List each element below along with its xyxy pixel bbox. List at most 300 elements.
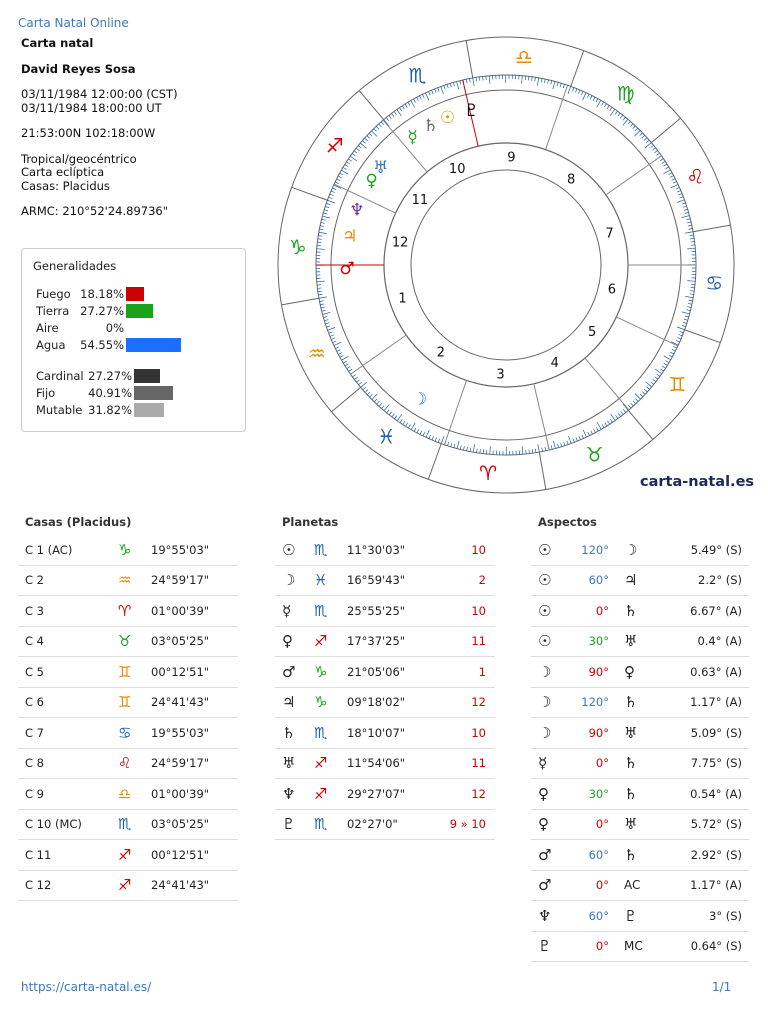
house-name: C 2 <box>25 573 45 588</box>
degree-tick <box>367 392 370 395</box>
house-cusp <box>616 317 678 346</box>
degree-tick <box>332 188 336 190</box>
date-ut: 03/11/1984 18:00:00 UT <box>21 100 162 115</box>
degree-tick <box>677 337 681 339</box>
planet-position: 17°37'25" <box>347 634 406 649</box>
mode-row <box>36 385 173 400</box>
degree-tick <box>317 281 325 282</box>
planet-position: 25°55'25" <box>347 603 406 618</box>
degree-tick <box>673 346 677 348</box>
aspect-row <box>531 688 749 719</box>
degree-tick <box>377 401 380 404</box>
degree-tick <box>464 446 465 450</box>
degree-tick <box>679 334 683 335</box>
degree-tick <box>630 124 633 127</box>
degree-tick <box>319 297 327 298</box>
house-number: 7 <box>605 226 614 242</box>
aspect-angle: 60° <box>588 908 609 923</box>
degree-tick <box>670 352 674 354</box>
mode-bar <box>134 386 173 400</box>
house-row <box>18 749 238 780</box>
planet-icon: ♄ <box>624 754 638 773</box>
degree-tick <box>608 421 610 424</box>
sign-divider <box>466 41 473 78</box>
planet-icon: ♀ <box>282 632 293 651</box>
house-row <box>18 779 238 810</box>
date-local: 03/11/1984 12:00:00 (CST) <box>21 87 178 101</box>
degree-tick <box>672 349 676 351</box>
degree-tick <box>542 448 543 452</box>
planet-icon: ☿ <box>538 754 548 773</box>
aspect-orb: 2.2° (S) <box>698 573 742 588</box>
degree-tick <box>438 439 439 443</box>
degree-tick <box>395 416 397 419</box>
degree-tick <box>635 130 641 136</box>
planet-icon: ☽ <box>282 571 296 590</box>
degree-tick <box>473 78 474 86</box>
venus-icon: ♀ <box>365 171 378 192</box>
element-percent: 27.27% <box>80 303 124 318</box>
degree-tick <box>400 419 402 422</box>
house-row <box>18 627 238 658</box>
degree-tick <box>687 281 695 282</box>
degree-tick <box>635 399 638 402</box>
degree-tick <box>379 124 382 127</box>
planet-row <box>275 566 495 597</box>
degree-tick <box>402 106 404 109</box>
degree-tick <box>325 323 329 324</box>
aspect-angle: 0° <box>595 878 609 893</box>
degree-tick <box>414 428 416 432</box>
degree-tick <box>389 115 391 118</box>
degree-tick <box>575 89 576 93</box>
sign-icon: ♊ <box>118 662 132 681</box>
degree-tick <box>354 151 357 153</box>
leo-icon: ♌ <box>686 164 705 189</box>
degree-tick <box>319 229 323 230</box>
degree-tick <box>548 80 549 84</box>
sign-icon: ♐ <box>314 784 328 803</box>
mode-row <box>36 368 160 383</box>
degree-tick <box>557 82 558 86</box>
degree-tick <box>450 83 451 87</box>
degree-tick <box>682 325 686 326</box>
aspects-table <box>531 535 749 962</box>
site-title[interactable]: Carta Natal Online <box>18 16 129 30</box>
house-row <box>18 596 238 627</box>
wheel-ring <box>384 143 628 387</box>
mode-percent: 31.82% <box>88 402 132 417</box>
degree-tick <box>653 379 656 381</box>
planet-icon: ♄ <box>624 845 638 864</box>
planet-icon: ♇ <box>282 815 296 834</box>
degree-tick <box>460 446 461 450</box>
degree-tick <box>535 77 536 81</box>
degree-tick <box>593 97 595 101</box>
degree-tick <box>616 415 618 418</box>
degree-tick <box>422 94 424 98</box>
chart-info <box>21 37 178 219</box>
armc: ARMC: 210°52'24.89736" <box>21 204 168 218</box>
degree-tick <box>406 423 408 426</box>
degree-tick <box>602 102 604 105</box>
house-name: C 12 <box>25 878 52 893</box>
natal-chart-wheel <box>260 34 755 496</box>
planet-row <box>275 596 495 627</box>
sign-divider <box>428 444 441 480</box>
degree-tick <box>623 117 626 120</box>
degree-tick <box>411 101 415 108</box>
degree-tick <box>321 223 325 224</box>
planet-house: 9 » 10 <box>449 817 486 832</box>
degree-tick <box>417 429 419 433</box>
degree-tick <box>628 405 631 408</box>
planet-icon: ☉ <box>538 632 552 651</box>
degree-tick <box>403 421 405 424</box>
degree-tick <box>579 436 581 440</box>
planet-house: 2 <box>478 573 486 588</box>
degree-tick <box>367 136 370 139</box>
house-row <box>18 535 238 566</box>
planet-row <box>275 779 495 810</box>
page-number: 1/1 <box>712 980 732 994</box>
sign-icon: ♈ <box>118 601 132 620</box>
degree-tick <box>356 380 359 382</box>
degree-tick <box>400 108 402 111</box>
degree-tick <box>370 394 373 397</box>
degree-tick <box>335 347 339 349</box>
degree-tick <box>633 126 636 129</box>
degree-tick <box>676 340 680 342</box>
degree-tick <box>631 403 634 406</box>
generalidades-title: Generalidades <box>33 259 117 273</box>
sign-icon: ♑ <box>118 540 132 559</box>
degree-tick <box>544 79 545 83</box>
planet-icon: ♂ <box>538 876 552 895</box>
footer-link[interactable]: https://carta-natal.es/ <box>21 980 152 994</box>
sign-icon: ♏ <box>314 601 328 620</box>
degree-tick <box>457 441 459 449</box>
sign-icon: ♏ <box>314 815 328 834</box>
degree-tick <box>590 96 592 100</box>
mode-percent: 27.27% <box>88 368 132 383</box>
house-number: 4 <box>550 355 559 371</box>
mode-label: Cardinal <box>36 368 84 383</box>
house-number: 10 <box>448 162 466 178</box>
house-position: 03°05'25" <box>151 817 210 832</box>
sign-divider <box>539 452 546 489</box>
degree-tick <box>545 447 546 451</box>
aspect-orb: 3° (S) <box>709 908 742 923</box>
planet-icon: ☽ <box>538 723 552 742</box>
sign-icon: ♏ <box>314 540 328 559</box>
planet-icon: ♄ <box>624 784 638 803</box>
house-cusp <box>350 335 406 374</box>
degree-tick <box>587 94 589 98</box>
house-position: 19°55'03" <box>151 725 210 740</box>
planet-icon: ♄ <box>624 601 638 620</box>
degree-tick <box>572 88 573 92</box>
element-row <box>36 320 126 335</box>
degree-tick <box>359 382 362 385</box>
degree-tick <box>646 382 652 387</box>
degree-tick <box>642 135 645 138</box>
planet-icon: ☉ <box>538 601 552 620</box>
degree-tick <box>323 213 327 214</box>
aspect-orb: 5.09° (S) <box>690 725 742 740</box>
planet-house: 12 <box>471 786 486 801</box>
house-number: 6 <box>607 282 617 298</box>
aspect-row <box>531 749 749 780</box>
sign-icon: ♑ <box>314 662 328 681</box>
planet-house: 11 <box>471 634 486 649</box>
degree-tick <box>320 304 324 305</box>
zodiac-mode: Tropical/geocéntrico <box>21 151 137 166</box>
degree-tick <box>687 248 695 249</box>
degree-tick <box>522 446 523 454</box>
degree-tick <box>642 392 645 395</box>
degree-tick <box>602 424 604 427</box>
degree-tick <box>647 387 650 390</box>
degree-tick <box>384 405 389 411</box>
degree-tick <box>522 76 523 84</box>
planet-icon: ♄ <box>624 693 638 712</box>
degree-tick <box>596 428 598 431</box>
degree-tick <box>476 77 477 81</box>
house-name: C 1 (AC) <box>25 542 73 557</box>
degree-tick <box>677 191 681 193</box>
degree-tick <box>331 338 335 340</box>
sign-icon: ♑ <box>314 693 328 712</box>
planet-position: 29°27'07" <box>347 786 406 801</box>
sign-icon: ♐ <box>314 632 328 651</box>
degree-tick <box>328 327 336 330</box>
sign-divider <box>693 225 730 232</box>
degree-tick <box>318 236 322 237</box>
pisces-icon: ♓ <box>377 424 396 449</box>
planet-icon: ♅ <box>624 815 638 834</box>
degree-tick <box>453 82 454 86</box>
degree-tick <box>690 235 694 236</box>
degree-tick <box>621 411 623 414</box>
house-number: 8 <box>567 172 576 188</box>
degree-tick <box>618 113 620 116</box>
degree-tick <box>623 119 628 125</box>
aspect-row <box>531 718 749 749</box>
degree-tick <box>420 96 422 100</box>
degree-tick <box>610 419 612 422</box>
planet-position: 11°54'06" <box>347 756 406 771</box>
degree-tick <box>583 93 586 100</box>
mode-label: Mutable <box>36 402 83 417</box>
planet-house: 1 <box>478 664 486 679</box>
aspect-row <box>531 596 749 627</box>
planet-house: 12 <box>471 695 486 710</box>
degree-tick <box>568 436 571 444</box>
degree-tick <box>551 81 552 85</box>
degree-tick <box>460 81 461 85</box>
aspect-row <box>531 932 749 963</box>
degree-tick <box>350 156 357 161</box>
degree-tick <box>329 197 333 198</box>
house-row <box>18 657 238 688</box>
degree-tick <box>425 93 428 100</box>
degree-tick <box>662 366 665 368</box>
element-bar <box>126 338 181 352</box>
degree-tick <box>532 449 533 453</box>
degree-tick <box>664 363 667 365</box>
degree-tick <box>635 128 638 131</box>
planet-row <box>275 657 495 688</box>
degree-tick <box>685 232 693 233</box>
scorpio-icon: ♏ <box>408 63 427 88</box>
jupiter-icon: ♃ <box>342 226 358 247</box>
degree-tick <box>394 111 396 114</box>
degree-tick <box>541 78 542 82</box>
degree-tick <box>428 92 430 96</box>
degree-tick <box>677 327 685 330</box>
degree-tick <box>611 414 616 421</box>
degree-tick <box>376 126 379 129</box>
degree-tick <box>677 200 685 203</box>
degree-tick <box>610 107 612 110</box>
degree-tick <box>479 77 480 81</box>
sign-divider <box>651 118 680 142</box>
degree-tick <box>420 431 422 435</box>
degree-tick <box>435 438 436 442</box>
degree-tick <box>387 410 390 413</box>
degree-tick <box>448 442 449 446</box>
degree-tick <box>321 307 325 308</box>
saturn-icon: ♄ <box>423 115 439 136</box>
house-number: 9 <box>507 150 516 166</box>
aspect-orb: 5.72° (S) <box>690 817 742 832</box>
degree-tick <box>432 436 434 440</box>
house-row <box>18 871 238 902</box>
degree-tick <box>597 100 601 107</box>
mode-bar <box>134 403 164 417</box>
house-position: 00°12'51" <box>151 664 210 679</box>
degree-tick <box>432 90 434 94</box>
cancer-icon: ♋ <box>705 270 724 295</box>
degree-tick <box>348 159 351 161</box>
degree-tick <box>318 291 322 292</box>
degree-tick <box>651 382 654 385</box>
degree-tick <box>349 369 352 371</box>
wheel-ring <box>411 170 601 360</box>
degree-tick <box>337 350 341 352</box>
house-number: 2 <box>436 345 445 361</box>
degree-tick <box>340 173 344 175</box>
element-label: Aire <box>36 320 59 335</box>
planet-position: 11°30'03" <box>347 542 406 557</box>
degree-tick <box>371 131 377 137</box>
degree-tick <box>687 310 691 311</box>
degree-tick <box>563 84 564 88</box>
house-row <box>18 688 238 719</box>
planet-icon: ♆ <box>538 906 552 925</box>
house-name: C 8 <box>25 756 45 771</box>
aspect-orb: 0.54° (A) <box>690 786 742 801</box>
degree-tick <box>576 437 578 441</box>
planet-icon: ♅ <box>624 723 638 742</box>
degree-tick <box>607 106 609 109</box>
degree-tick <box>319 232 327 233</box>
degree-tick <box>381 122 384 125</box>
generalidades-box <box>21 248 246 432</box>
planet-row <box>275 718 495 749</box>
degree-tick <box>329 332 333 333</box>
degree-tick <box>318 239 322 240</box>
degree-tick <box>573 439 574 443</box>
element-percent: 54.55% <box>80 337 124 352</box>
degree-tick <box>372 394 378 400</box>
sign-icon: ♒ <box>118 571 132 590</box>
degree-tick <box>466 79 467 83</box>
element-label: Tierra <box>36 303 70 318</box>
aries-icon: ♈ <box>479 461 498 486</box>
planet-icon: AC <box>624 878 641 893</box>
house-row <box>18 718 238 749</box>
degree-tick <box>473 444 474 452</box>
degree-tick <box>567 441 568 445</box>
element-label: Fuego <box>36 286 71 301</box>
planet-icon: ☽ <box>624 540 638 559</box>
aspect-orb: 1.17° (A) <box>690 695 742 710</box>
degree-tick <box>676 187 680 189</box>
aspect-row <box>531 627 749 658</box>
degree-tick <box>655 377 658 379</box>
degree-tick <box>532 77 533 81</box>
neptune-icon: ♆ <box>349 200 365 221</box>
person-name: David Reyes Sosa <box>21 61 136 76</box>
degree-tick <box>633 401 636 404</box>
degree-tick <box>685 296 693 297</box>
degree-tick <box>684 209 688 210</box>
sign-icon: ♊ <box>118 693 132 712</box>
degree-tick <box>652 148 655 150</box>
aspect-orb: 0.63° (A) <box>690 664 742 679</box>
aspect-angle: 30° <box>588 634 609 649</box>
house-number: 1 <box>398 291 407 307</box>
sun-icon: ☉ <box>439 108 456 129</box>
degree-tick <box>326 326 330 327</box>
degree-tick <box>429 435 431 439</box>
degree-tick <box>340 355 343 357</box>
planet-icon: MC <box>624 939 643 954</box>
degree-tick <box>347 162 350 164</box>
mars-icon: ♂ <box>339 259 355 280</box>
degree-tick <box>320 301 324 302</box>
degree-tick <box>666 361 669 363</box>
degree-tick <box>342 356 349 360</box>
house-name: C 5 <box>25 664 45 679</box>
planet-icon: ♆ <box>282 784 296 803</box>
aspect-angle: 60° <box>588 847 609 862</box>
degree-tick <box>317 249 325 250</box>
degree-tick <box>490 446 491 454</box>
aspect-row <box>531 901 749 932</box>
aspect-angle: 120° <box>581 542 609 557</box>
house-number: 12 <box>391 235 409 251</box>
house-row <box>18 566 238 597</box>
planet-row <box>275 535 495 566</box>
house-position: 01°00'39" <box>151 603 210 618</box>
degree-tick <box>685 316 689 317</box>
aspect-row <box>531 810 749 841</box>
sign-icon: ♋ <box>118 723 132 742</box>
element-percent: 18.18% <box>80 286 124 301</box>
